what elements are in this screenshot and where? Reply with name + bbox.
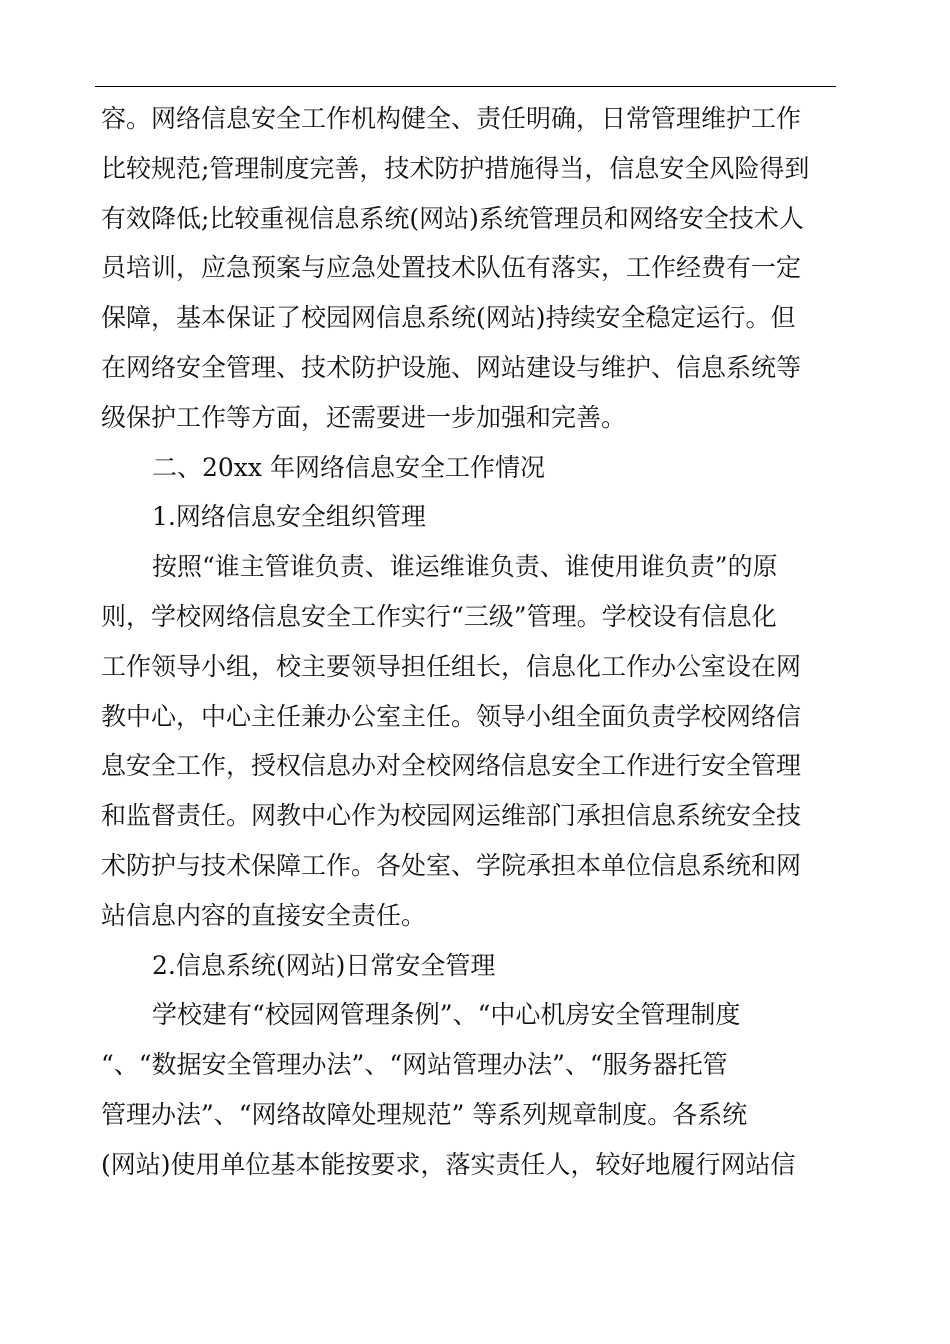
- section-heading: 二、20xx 年网络信息安全工作情况: [152, 452, 545, 482]
- text-line: 保障，基本保证了校园网信息系统(网站)持续安全稳定运行。但: [101, 303, 796, 333]
- text-line: 员培训，应急预案与应急处置技术队伍有落实，工作经费有一定: [101, 253, 802, 283]
- subsection-heading-2: 2.信息系统(网站)日常安全管理: [152, 950, 496, 980]
- text-line: 有效降低;比较重视信息系统(网站)系统管理员和网络安全技术人: [101, 203, 804, 233]
- paragraph-summary: [101, 94, 841, 443]
- text-line: (网站)使用单位基本能按要求，落实责任人，较好地履行网站信: [101, 1149, 796, 1179]
- subsection-heading-1: 1.网络信息安全组织管理: [152, 502, 426, 532]
- text-line: 学校建有“校园网管理条例”、“中心机房安全管理制度: [152, 1000, 741, 1030]
- text-line: “、“数据安全管理办法”、“网站管理办法”、“服务器托管: [101, 1050, 728, 1080]
- text-line: 在网络安全管理、技术防护设施、网站建设与维护、信息系统等: [101, 352, 802, 382]
- text-line: 按照“谁主管谁负责、谁运维谁负责、谁使用谁负责”的原: [152, 552, 778, 582]
- text-line: 级保护工作等方面，还需要进一步加强和完善。: [101, 402, 627, 432]
- text-line: 术防护与技术保障工作。各处室、学院承担本单位信息系统和网: [101, 850, 802, 880]
- text-line: 教中心，中心主任兼办公室主任。领导小组全面负责学校网络信: [101, 701, 802, 731]
- text-line: 站信息内容的直接安全责任。: [101, 900, 427, 930]
- text-line: 管理办法”、“网络故障处理规范” 等系列规章制度。各系统: [101, 1099, 748, 1129]
- text-line: 和监督责任。网教中心作为校园网运维部门承担信息系统安全技: [101, 801, 802, 831]
- text-line: 比较规范;管理制度完善，技术防护措施得当，信息安全风险得到: [101, 153, 810, 183]
- paragraph-organization: [101, 542, 841, 940]
- text-line: 息安全工作，授权信息办对全校网络信息安全工作进行安全管理: [101, 751, 802, 781]
- text-line: 工作领导小组，校主要领导担任组长，信息化工作办公室设在网: [101, 651, 802, 681]
- header-rule: [95, 86, 836, 87]
- document-body: [101, 94, 841, 1190]
- paragraph-regulations: [101, 990, 841, 1189]
- text-line: 则，学校网络信息安全工作实行“三级”管理。学校设有信息化: [101, 601, 777, 631]
- text-line: 容。网络信息安全工作机构健全、责任明确，日常管理维护工作: [101, 104, 802, 133]
